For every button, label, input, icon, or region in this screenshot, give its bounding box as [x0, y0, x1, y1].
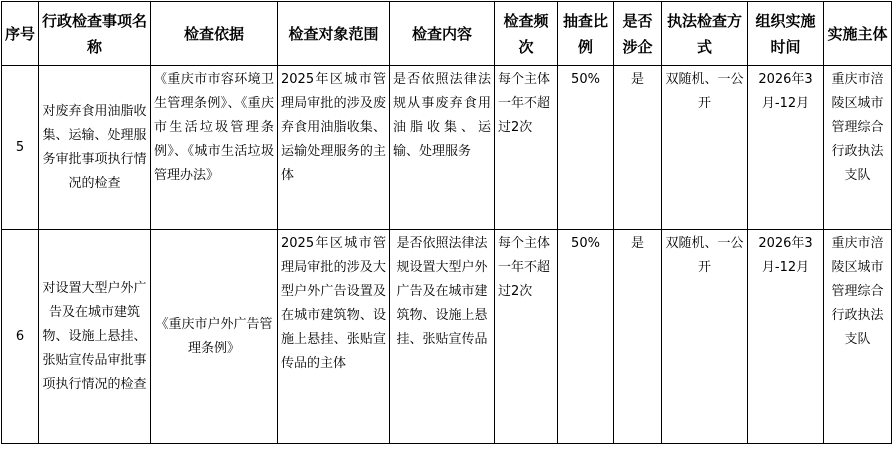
cell-content: 是否依照法律法规设置大型户外广告及在城市建筑物、设施上悬挂、张贴宣传品	[390, 230, 495, 444]
cell-no: 5	[2, 66, 39, 230]
cell-org: 重庆市涪陵区城市管理综合行政执法支队	[824, 230, 892, 444]
cell-time: 2026年3月-12月	[748, 230, 824, 444]
header-time: 组织实施时间	[748, 2, 824, 66]
table-header-row	[2, 2, 892, 66]
header-no: 序号	[2, 2, 39, 66]
cell-content: 是否依照法律法规从事废弃食用油脂收集、运输、处理服务	[390, 66, 495, 230]
header-method: 执法检查方式	[662, 2, 748, 66]
header-enterprise: 是否涉企	[614, 2, 662, 66]
cell-basis: 《重庆市户外广告管理条例》	[151, 230, 278, 444]
table-row	[2, 66, 892, 230]
cell-org: 重庆市涪陵区城市管理综合行政执法支队	[824, 66, 892, 230]
header-org: 实施主体	[824, 2, 892, 66]
header-content: 检查内容	[390, 2, 495, 66]
cell-scope: 2025年区城市管理局审批的涉及废弃食用油脂收集、运输处理服务的主体	[278, 66, 390, 230]
cell-method: 双随机、一公开	[662, 66, 748, 230]
cell-ratio: 50%	[558, 230, 614, 444]
cell-name: 对设置大型户外广告及在城市建筑物、设施上悬挂、张贴宣传品审批事项执行情况的检查	[39, 230, 151, 444]
header-name: 行政检查事项名称	[39, 2, 151, 66]
header-basis: 检查依据	[151, 2, 278, 66]
cell-name: 对废弃食用油脂收集、运输、处理服务审批事项执行情况的检查	[39, 66, 151, 230]
cell-basis: 《重庆市市容环境卫生管理条例》、《重庆市生活垃圾管理条例》、《城市生活垃圾管理办法》	[151, 66, 278, 230]
header-frequency: 检查频次	[495, 2, 558, 66]
header-ratio: 抽查比例	[558, 2, 614, 66]
cell-scope: 2025年区城市管理局审批的涉及大型户外广告设置及在城市建筑物、设施上悬挂、张贴宣传品的主体	[278, 230, 390, 444]
cell-enterprise: 是	[614, 66, 662, 230]
table-row	[2, 230, 892, 444]
inspection-table	[1, 1, 892, 444]
cell-ratio: 50%	[558, 66, 614, 230]
cell-time: 2026年3月-12月	[748, 66, 824, 230]
cell-method: 双随机、一公开	[662, 230, 748, 444]
cell-no: 6	[2, 230, 39, 444]
cell-frequency: 每个主体一年不超过2次	[495, 66, 558, 230]
cell-enterprise: 是	[614, 230, 662, 444]
header-scope: 检查对象范围	[278, 2, 390, 66]
cell-frequency: 每个主体一年不超过2次	[495, 230, 558, 444]
